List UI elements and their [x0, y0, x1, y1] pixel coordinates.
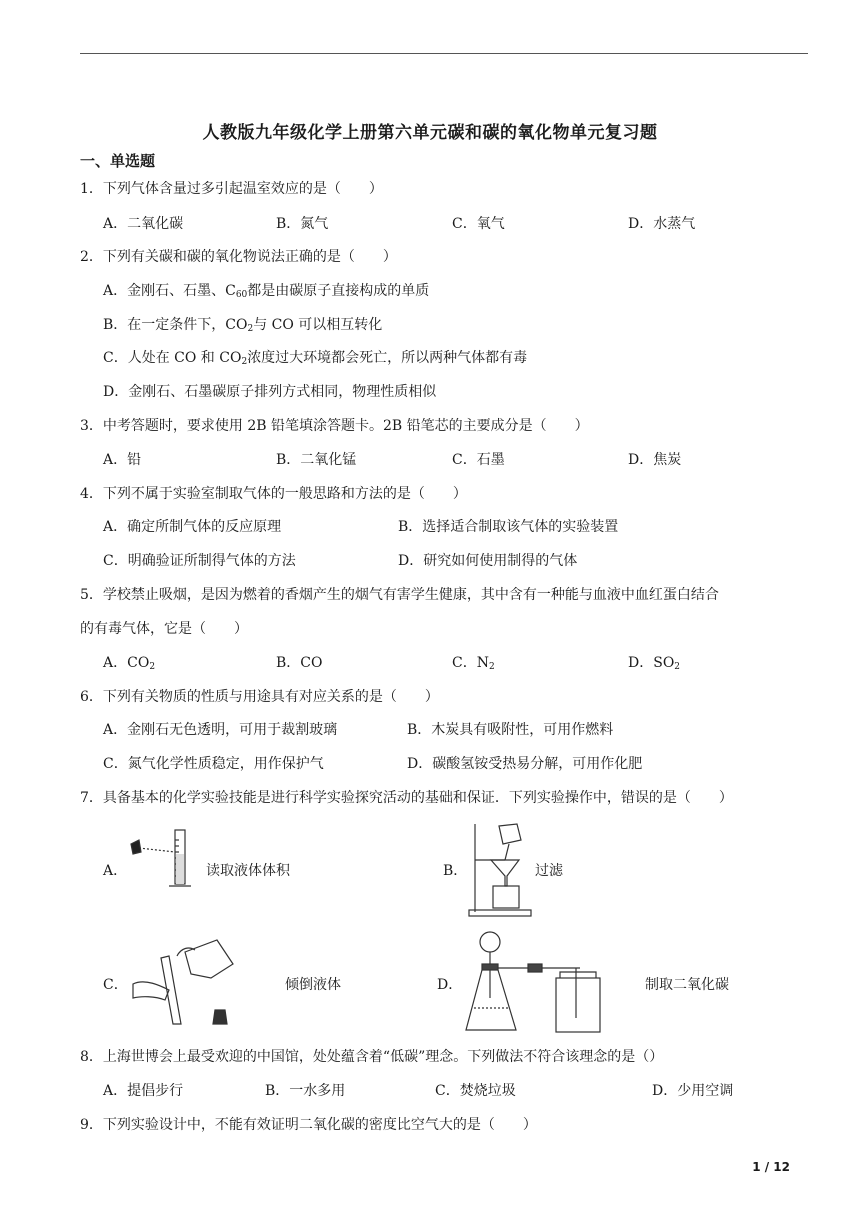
q3-option-a[interactable]: A．铅: [103, 452, 142, 468]
q4-option-d[interactable]: D．研究如何使用制得的气体: [398, 553, 578, 569]
q1-option-d[interactable]: D．水蒸气: [628, 216, 696, 232]
q2-option-a[interactable]: A．金刚石、石墨、$C_{60}$都是由碳原子直接构成的单质: [103, 283, 430, 300]
question-3-stem: 3．中考答题时，要求使用 2B 铅笔填涂答题卡。2B 铅笔芯的主要成分是（ ）: [80, 418, 589, 434]
q7-option-c-letter[interactable]: C．: [103, 977, 128, 993]
q8-option-b[interactable]: B．一水多用: [265, 1083, 346, 1099]
q6-option-c[interactable]: C．氮气化学性质稳定，用作保护气: [103, 756, 324, 772]
q3-option-b[interactable]: B．二氧化锰: [276, 452, 357, 468]
q7-option-d-text: 制取二氧化碳: [645, 977, 729, 993]
q5-option-d[interactable]: D．$SO_2$: [628, 655, 681, 672]
measuring-cylinder-image: [125, 826, 195, 892]
q5-option-a[interactable]: A．$CO_2$: [103, 655, 156, 672]
q8-option-c[interactable]: C．焚烧垃圾: [435, 1083, 516, 1099]
question-1-stem: 1．下列气体含量过多引起温室效应的是（ ）: [80, 181, 383, 197]
q6-option-d[interactable]: D．碳酸氢铵受热易分解，可用作化肥: [407, 756, 643, 772]
pouring-liquid-image: [125, 934, 240, 1034]
q7-option-a-letter[interactable]: A．: [103, 863, 128, 879]
section-heading: 一、单选题: [80, 152, 156, 170]
q3-option-c[interactable]: C．石墨: [452, 452, 505, 468]
question-8-stem: 8．上海世博会上最受欢迎的中国馆，处处蕴含着“低碳”理念。下列做法不符合该理念的是（）: [80, 1049, 664, 1065]
question-4-stem: 4．下列不属于实验室制取气体的一般思路和方法的是（ ）: [80, 486, 467, 502]
q4-option-c[interactable]: C．明确验证所制得气体的方法: [103, 553, 296, 569]
q1-option-b[interactable]: B．氮气: [276, 216, 329, 232]
q8-option-d[interactable]: D．少用空调: [652, 1083, 734, 1099]
co2-generation-apparatus-image: [460, 928, 608, 1038]
header-rule: [80, 53, 808, 54]
question-7-stem: 7．具备基本的化学实验技能是进行科学实验探究活动的基础和保证．下列实验操作中，错误的是（ ）: [80, 790, 733, 806]
q2-option-d[interactable]: D．金刚石、石墨碳原子排列方式相同，物理性质相似: [103, 384, 437, 400]
q4-option-a[interactable]: A．确定所制气体的反应原理: [103, 519, 282, 535]
q5-option-b[interactable]: B．CO: [276, 655, 323, 671]
q3-option-d[interactable]: D．焦炭: [628, 452, 682, 468]
q7-option-d-letter[interactable]: D．: [437, 977, 463, 993]
filtration-setup-image: [465, 820, 535, 920]
q2-option-c[interactable]: C．人处在 CO 和 $CO_2$浓度过大环境都会死亡，所以两种气体都有毒: [103, 350, 528, 367]
q8-option-a[interactable]: A．提倡步行: [103, 1083, 184, 1099]
q5-option-c[interactable]: C．$N_2$: [452, 655, 495, 672]
page-number: 1 / 12: [752, 1160, 790, 1174]
q4-option-b[interactable]: B．选择适合制取该气体的实验装置: [398, 519, 619, 535]
q1-option-c[interactable]: C．氧气: [452, 216, 505, 232]
question-9-stem: 9．下列实验设计中，不能有效证明二氧化碳的密度比空气大的是（ ）: [80, 1117, 537, 1133]
q7-option-b-text: 过滤: [535, 863, 563, 879]
q7-option-c-text: 倾倒液体: [285, 977, 341, 993]
q7-option-a-text: 读取液体体积: [206, 863, 290, 879]
q1-option-a[interactable]: A．二氧化碳: [103, 216, 184, 232]
q2-option-b[interactable]: B．在一定条件下，$CO_2$与 CO 可以相互转化: [103, 317, 383, 334]
question-6-stem: 6．下列有关物质的性质与用途具有对应关系的是（ ）: [80, 689, 439, 705]
q6-option-b[interactable]: B．木炭具有吸附性，可用作燃料: [407, 722, 614, 738]
q6-option-a[interactable]: A．金刚石无色透明，可用于裁割玻璃: [103, 722, 338, 738]
question-5-stem-line1: 5．学校禁止吸烟，是因为燃着的香烟产生的烟气有害学生健康，其中含有一种能与血液中血红蛋白结合: [80, 587, 719, 603]
page-title: 人教版九年级化学上册第六单元碳和碳的氧化物单元复习题: [202, 123, 658, 143]
question-5-stem-line2: 的有毒气体，它是（ ）: [80, 621, 248, 637]
question-2-stem: 2．下列有关碳和碳的氧化物说法正确的是（ ）: [80, 249, 397, 265]
q7-option-b-letter[interactable]: B．: [443, 863, 468, 879]
